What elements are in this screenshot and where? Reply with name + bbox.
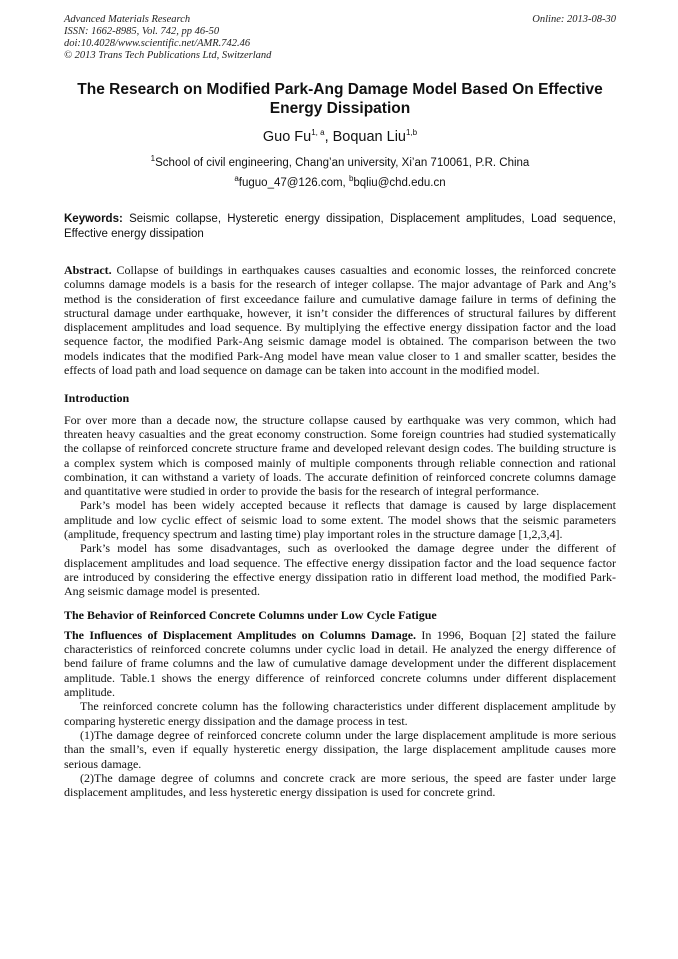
section-2-paragraph-1 (64, 628, 616, 699)
email-a[interactable]: fuguo_47@126.com, (238, 177, 349, 189)
abstract (64, 263, 616, 377)
paper-title: The Research on Modified Park-Ang Damage Model Based On Effective Energy Dissipation (77, 81, 603, 117)
keywords-text: Seismic collapse, Hysteretic energy dissipation, Displacement amplitudes, Load sequence, Effective energy dissipation (64, 213, 616, 240)
keywords-label: Keywords: (64, 213, 123, 225)
subsection-label: The Influences of Displacement Amplitudes on Columns Damage. (64, 627, 417, 642)
abstract-label: Abstract. (64, 263, 112, 277)
section-2-paragraph-3: (1)The damage degree of reinforced concrete column under the large displacement amplitude is more serious than the small’s, even if equally hysteretic energy dissipation, the large displacement amplitude causes more serious damage. (64, 727, 616, 771)
author-2-sup: 1,b (406, 128, 418, 138)
online-date: Online: 2013-08-30 (532, 14, 616, 25)
email-b-sup: b (348, 174, 354, 184)
author-2: Boquan Liu (332, 129, 406, 145)
author-separator: , (324, 129, 333, 145)
journal-header (64, 14, 616, 62)
email-b[interactable]: bqliu@chd.edu.cn (353, 177, 446, 189)
affiliation-text: School of civil engineering, Chang’an university, Xi’an 710061, P.R. China (155, 157, 530, 169)
journal-name: Advanced Materials Research (64, 14, 191, 25)
keywords (64, 212, 616, 241)
email-line (64, 176, 616, 190)
section-2-paragraph-1-text: In 1996, Boquan [2] stated the failure characteristics of reinforced concrete columns under cyclic load in detail. He analyzed the energy difference of bend failure of frame columns and the law of cumulative damage development under the different displacement amplitude. Table.1 shows the energy difference of reinforced concrete columns under different displacement amplitude. (64, 627, 616, 700)
affiliation (64, 156, 616, 170)
intro-paragraph-3: Park’s model has some disadvantages, such as overlooked the damage degree under the different of displacement amplitudes and load sequence. The effective energy dissipation factor and the load sequence factor are introduced by considering the effective energy dissipation ratio in different load method, the modified Park-Ang seismic damage model is presented. (64, 541, 616, 599)
section-2-paragraph-2: The reinforced concrete column has the following characteristics under different displacement amplitude by comparing hysteretic energy dissipation and the damage process in test. (64, 699, 616, 728)
intro-paragraph-2: Park’s model has been widely accepted because it reflects that damage is caused by large displacement amplitude and low cyclic effect of seismic load to some extent. The model shows that the seismic parameters (amplitude, frequency spectrum and lasting time) play important roles in the structure damage [1,2,3,4]. (64, 498, 616, 542)
author-1-sup: 1, a (311, 128, 325, 138)
section-2-paragraph-4: (2)The damage degree of columns and concrete crack are more serious, the speed are faster under large displacement amplitudes, and less hysteretic energy dissipation is used for concrete grind. (64, 770, 616, 800)
affiliation-sup: 1 (150, 154, 156, 164)
paper-body (64, 263, 616, 799)
author-1: Guo Fu (262, 129, 312, 145)
introduction-heading: Introduction (64, 391, 130, 406)
author-line (64, 128, 616, 146)
doi-line[interactable]: doi:10.4028/www.scientific.net/AMR.742.46 (64, 38, 251, 49)
copyright-line: © 2013 Trans Tech Publications Ltd, Switzerland (64, 50, 272, 61)
email-a-sup: a (234, 174, 239, 184)
intro-paragraph-1: For over more than a decade now, the structure collapse caused by earthquake was very common, which had threaten heavy casualties and the great economy construction. Some foreign countries had studied systematically the collapse of reinforced concrete structure frame and developed relevant design codes. The building structure is a complex system which is composed mainly of multiple components through reliable connection and rational combination, it can withstand a variety of loads. The accurate definition of reinforced concrete columns damage and quantitative were studied in order to provide the basis for the research of integral performance. (64, 412, 616, 499)
section-2-heading: The Behavior of Reinforced Concrete Columns under Low Cycle Fatigue (64, 607, 437, 622)
issn-line: ISSN: 1662-8985, Vol. 742, pp 46-50 (64, 26, 220, 37)
abstract-text: Collapse of buildings in earthquakes causes casualties and economic losses, the reinforced concrete columns damage models is a basis for the research of integer collapse. The major advantage of Park and Ang’s method is the consideration of first exceedance failure and cumulative damage failure in terms of defining the structural damage under earthquake, however, it isn’t consider the differences of structural failures by different displacement amplitudes and load sequence. By multiplying the effective energy dissipation factor and the load sequence factor, the modified Park-Ang seismic damage model is obtained. The comparison between the two models indicates that the modified Park-Ang model have mean value closer to 1 and smaller scatter, besides the effects of load path and load sequence on damage can be taken into account in the modified model. (64, 263, 616, 378)
